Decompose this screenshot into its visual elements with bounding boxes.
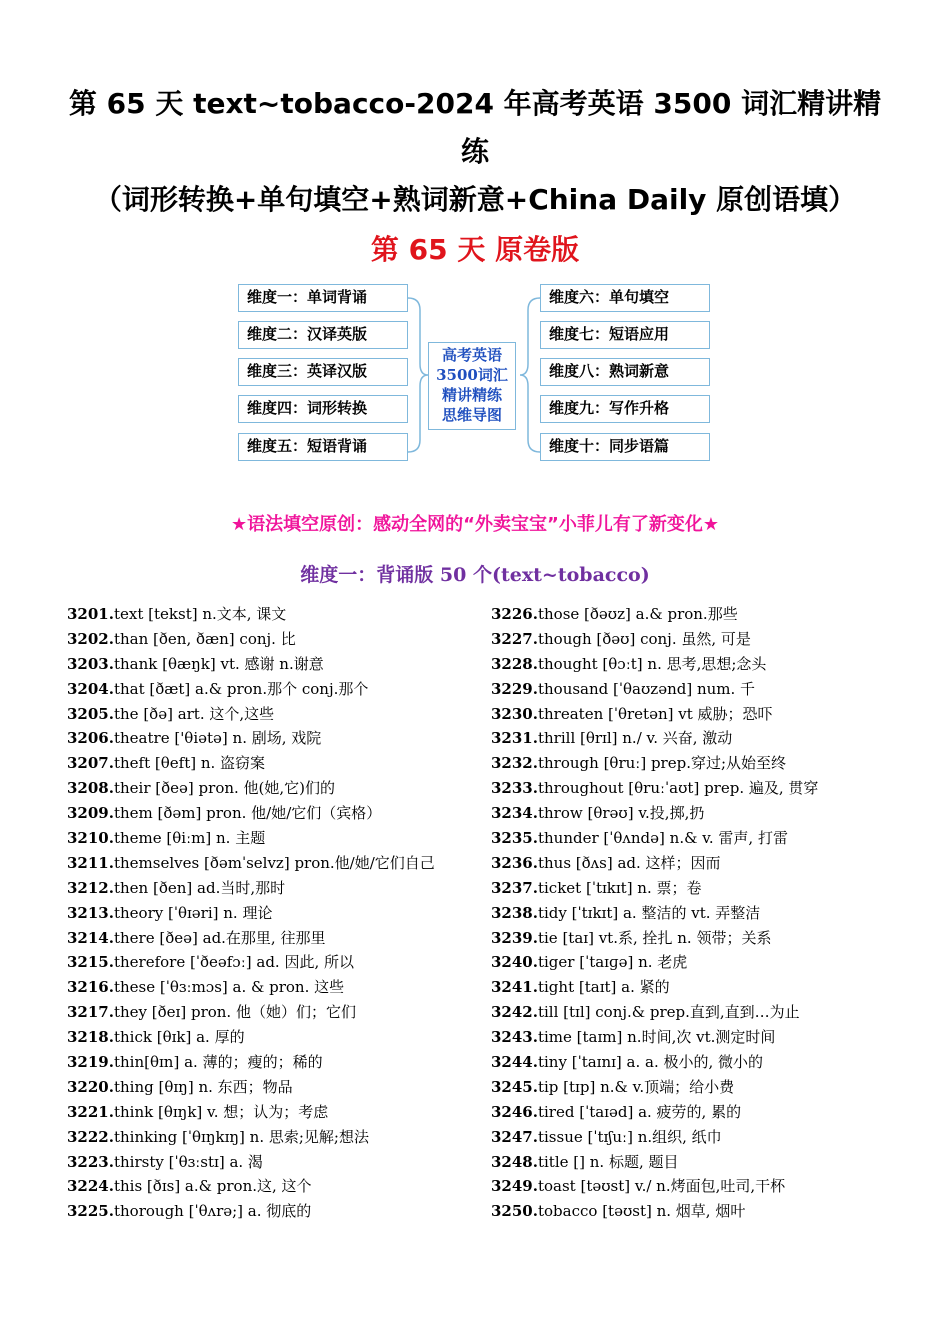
vocab-entry <box>67 1199 487 1224</box>
vocab-entry <box>67 801 487 826</box>
vocab-definition: their [ðeə] pron. 他(她,它)们的 <box>113 779 336 798</box>
vocab-entry <box>491 1199 911 1224</box>
vocab-definition: toast [təʊst] v./ n.烤面包,吐司,干杯 <box>537 1177 786 1196</box>
vocab-definition: theatre ['θiətə] n. 剧场, 戏院 <box>113 729 322 748</box>
vocab-definition: thought [θɔːt] n. 思考,思想;念头 <box>537 654 767 673</box>
vocab-entry <box>67 776 487 801</box>
vocab-entry <box>491 1150 911 1175</box>
vocab-number: 3213. <box>67 903 114 922</box>
vocab-number: 3235. <box>491 829 538 848</box>
vocab-definition: title [] n. 标题, 题目 <box>537 1152 679 1171</box>
vocab-number: 3232. <box>491 754 538 773</box>
vocab-definition: through [θruː] prep.穿过;从始至终 <box>537 754 787 773</box>
vocab-entry <box>491 677 911 702</box>
vocab-definition: them [ðəm] pron. 他/她/它们（宾格） <box>113 804 382 823</box>
vocab-definition: tidy [ˈtɪkɪt] a. 整洁的 vt. 弄整洁 <box>537 903 761 922</box>
center-line-2: 3500词汇 <box>436 366 508 384</box>
mindmap-node-dimension-6: 维度六：单句填空 <box>540 284 710 312</box>
vocab-definition: thin[θɪn] a. 薄的；瘦的；稀的 <box>113 1053 323 1072</box>
vocab-definition: throughout [θruːˈaʊt] prep. 遍及, 贯穿 <box>537 779 819 798</box>
vocab-definition: theory [ˈθɪəri] n. 理论 <box>113 903 273 922</box>
vocab-number: 3237. <box>491 878 538 897</box>
mindmap-node-dimension-9: 维度九：写作升格 <box>540 395 710 423</box>
vocab-definition: tissue [ˈtɪʃuː] n.组织, 纸巾 <box>537 1127 722 1146</box>
vocab-entry <box>491 1050 911 1075</box>
vocab-list-left <box>67 602 487 1224</box>
vocab-definition: till [tɪl] conj.& prep.直到,直到…为止 <box>537 1003 800 1022</box>
vocab-definition: theft [θeft] n. 盗窃案 <box>113 754 266 773</box>
vocab-number: 3209. <box>67 804 114 823</box>
title-line-1: 第 65 天 text~tobacco-2024 年高考英语 3500 词汇精讲精 <box>68 87 882 120</box>
vocab-definition: this [ðɪs] a.& pron.这, 这个 <box>113 1177 312 1196</box>
vocab-list-right <box>491 602 911 1224</box>
vocab-entry <box>67 1174 487 1199</box>
vocab-definition: thick [θɪk] a. 厚的 <box>113 1028 245 1047</box>
vocab-number: 3249. <box>491 1177 538 1196</box>
vocab-entry <box>67 751 487 776</box>
vocab-entry <box>491 1100 911 1125</box>
vocab-number: 3231. <box>491 729 538 748</box>
edition-title: 第 65 天 原卷版 <box>370 233 580 266</box>
vocab-definition: think [θɪŋk] v. 想；认为；考虑 <box>113 1102 329 1121</box>
vocab-definition: tired [ˈtaɪəd] a. 疲劳的, 累的 <box>537 1102 742 1121</box>
vocab-entry <box>491 702 911 727</box>
vocab-entry <box>491 801 911 826</box>
vocab-entry <box>67 901 487 926</box>
vocab-number: 3233. <box>491 779 538 798</box>
vocab-entry <box>67 726 487 751</box>
vocab-entry <box>491 1174 911 1199</box>
vocab-number: 3250. <box>491 1202 538 1221</box>
vocab-definition: thirsty [ˈθɜːstɪ] a. 渴 <box>113 1152 263 1171</box>
vocab-entry <box>67 826 487 851</box>
mindmap-center-node <box>428 342 516 430</box>
vocab-number: 3241. <box>491 978 538 997</box>
vocab-definition: tie [taɪ] vt.系, 拴扎 n. 领带；关系 <box>537 928 772 947</box>
vocab-definition: themselves [ðəmˈselvz] pron.他/她/它们自己 <box>113 853 435 872</box>
vocab-definition: there [ðeə] ad.在那里, 往那里 <box>113 928 326 947</box>
vocab-number: 3246. <box>491 1102 538 1121</box>
vocab-entry <box>491 975 911 1000</box>
vocab-number: 3202. <box>67 629 114 648</box>
vocab-entry <box>67 1025 487 1050</box>
vocab-entry <box>491 950 911 975</box>
vocab-definition: time [taɪm] n.时间,次 vt.测定时间 <box>537 1028 776 1047</box>
vocab-definition: tiny [ˈtaɪnɪ] a. a. 极小的, 微小的 <box>537 1053 764 1072</box>
vocab-entry <box>491 652 911 677</box>
vocab-definition: ticket [ˈtɪkɪt] n. 票；卷 <box>537 878 702 897</box>
vocab-entry <box>67 851 487 876</box>
vocab-definition: those [ðəʊz] a.& pron.那些 <box>537 605 738 623</box>
vocab-definition: tobacco [təʊst] n. 烟草, 烟叶 <box>537 1202 746 1221</box>
vocab-entry <box>491 776 911 801</box>
vocab-definition: the [ðə] art. 这个,这些 <box>113 704 275 723</box>
title-line-3: （词形转换+单句填空+熟词新意+China Daily 原创语填） <box>93 183 857 216</box>
vocab-entry <box>67 926 487 951</box>
vocab-entry <box>67 876 487 901</box>
vocab-entry <box>491 851 911 876</box>
vocab-number: 3247. <box>491 1127 538 1146</box>
vocab-entry <box>67 1050 487 1075</box>
mindmap-node-dimension-3: 维度三：英译汉版 <box>238 358 408 386</box>
vocab-definition: thinking [ˈθɪŋkɪŋ] n. 思索;见解;想法 <box>113 1127 369 1146</box>
vocab-number: 3219. <box>67 1053 114 1072</box>
vocab-definition: that [ðæt] a.& pron.那个 conj.那个 <box>113 679 369 698</box>
vocab-entry <box>491 1075 911 1100</box>
mindmap-node-dimension-8: 维度八：熟词新意 <box>540 358 710 386</box>
vocab-entry <box>491 627 911 652</box>
title-line-2: 练 <box>460 135 489 168</box>
vocab-entry <box>491 1125 911 1150</box>
vocab-entry <box>67 1125 487 1150</box>
vocab-number: 3218. <box>67 1028 114 1047</box>
vocab-number: 3210. <box>67 829 114 848</box>
vocab-definition: thorough [ˈθʌrə;] a. 彻底的 <box>113 1202 312 1221</box>
promo-heading: ★语法填空原创：感动全网的“外卖宝宝”小菲儿有了新变化★ <box>231 514 719 535</box>
vocab-entry <box>491 901 911 926</box>
section-heading: 维度一：背诵版 50 个(text~tobacco) <box>300 564 650 586</box>
vocab-number: 3206. <box>67 729 114 748</box>
vocab-number: 3236. <box>491 853 538 872</box>
vocab-number: 3227. <box>491 629 538 648</box>
vocab-number: 3226. <box>491 605 538 623</box>
vocab-number: 3228. <box>491 654 538 673</box>
vocab-entry <box>67 1075 487 1100</box>
vocab-number: 3230. <box>491 704 538 723</box>
center-line-4: 思维导图 <box>441 406 502 424</box>
vocab-entry <box>491 751 911 776</box>
vocab-number: 3229. <box>491 679 538 698</box>
vocab-definition: thrill [θrɪl] n./ v. 兴奋, 激动 <box>537 729 733 748</box>
vocab-number: 3244. <box>491 1053 538 1072</box>
center-line-3: 精讲精练 <box>441 386 502 404</box>
vocab-entry <box>67 1000 487 1025</box>
vocab-definition: thousand [ˈθaʊzənd] num. 千 <box>537 679 756 698</box>
vocab-number: 3225. <box>67 1202 114 1221</box>
vocab-entry <box>491 1025 911 1050</box>
vocab-entry <box>491 602 911 627</box>
vocab-number: 3212. <box>67 878 114 897</box>
vocab-entry <box>67 652 487 677</box>
vocab-definition: text [tekst] n.文本, 课文 <box>113 605 287 623</box>
vocab-entry <box>67 1150 487 1175</box>
vocab-number: 3217. <box>67 1003 114 1022</box>
vocab-definition: tight [taɪt] a. 紧的 <box>537 978 670 997</box>
vocab-definition: thunder [ˈθʌndə] n.& v. 雷声, 打雷 <box>537 829 788 848</box>
vocab-entry <box>491 926 911 951</box>
mindmap-node-dimension-7: 维度七：短语应用 <box>540 321 710 349</box>
vocab-entry <box>67 1100 487 1125</box>
mindmap-node-dimension-1: 维度一：单词背诵 <box>238 284 408 312</box>
vocab-number: 3222. <box>67 1127 114 1146</box>
center-line-1: 高考英语 <box>441 346 502 364</box>
vocab-number: 3243. <box>491 1028 538 1047</box>
vocab-number: 3240. <box>491 953 538 972</box>
vocab-definition: then [ðen] ad.当时,那时 <box>113 878 286 897</box>
vocab-number: 3203. <box>67 654 114 673</box>
vocab-number: 3248. <box>491 1152 538 1171</box>
vocab-number: 3205. <box>67 704 114 723</box>
vocab-entry <box>67 627 487 652</box>
vocab-definition: these [ˈθɜːmɔs] a. & pron. 这些 <box>113 978 345 997</box>
vocab-definition: tiger [ˈtaɪɡə] n. 老虎 <box>537 953 688 972</box>
vocab-entry <box>67 677 487 702</box>
mindmap-diagram <box>236 284 712 466</box>
vocab-entry <box>491 726 911 751</box>
vocab-entry <box>67 602 487 627</box>
vocab-number: 3215. <box>67 953 114 972</box>
vocab-number: 3224. <box>67 1177 114 1196</box>
vocab-number: 3220. <box>67 1077 114 1096</box>
vocab-entry <box>67 702 487 727</box>
vocab-number: 3201. <box>67 605 114 623</box>
vocab-definition: thus [ðʌs] ad. 这样；因而 <box>537 853 721 872</box>
document-title <box>60 80 890 224</box>
mindmap-node-dimension-4: 维度四：词形转换 <box>238 395 408 423</box>
vocab-definition: threaten [ˈθretən] vt 威胁；恐吓 <box>537 704 773 723</box>
vocab-number: 3238. <box>491 903 538 922</box>
vocab-definition: they [ðeɪ] pron. 他（她）们；它们 <box>113 1003 356 1022</box>
vocab-definition: than [ðen, ðæn] conj. 比 <box>113 629 296 648</box>
vocab-entry <box>491 876 911 901</box>
vocab-number: 3214. <box>67 928 114 947</box>
vocab-number: 3204. <box>67 679 114 698</box>
vocab-number: 3242. <box>491 1003 538 1022</box>
vocab-definition: therefore [ˈðeəfɔː] ad. 因此, 所以 <box>113 953 354 972</box>
vocab-definition: tip [tɪp] n.& v.顶端；给小费 <box>537 1077 735 1096</box>
vocab-entry <box>491 826 911 851</box>
mindmap-node-dimension-5: 维度五：短语背诵 <box>238 433 408 461</box>
vocab-definition: throw [θrəʊ] v.投,掷,扔 <box>537 804 705 823</box>
vocab-entry <box>67 950 487 975</box>
vocab-definition: thank [θæŋk] vt. 感谢 n.谢意 <box>113 654 324 673</box>
vocab-number: 3245. <box>491 1077 538 1096</box>
vocab-number: 3216. <box>67 978 114 997</box>
mindmap-node-dimension-2: 维度二：汉译英版 <box>238 321 408 349</box>
vocab-number: 3211. <box>67 853 114 872</box>
vocab-entry <box>67 975 487 1000</box>
vocab-entry <box>491 1000 911 1025</box>
vocab-definition: though [ðəʊ] conj. 虽然, 可是 <box>537 629 751 648</box>
vocab-number: 3239. <box>491 928 538 947</box>
vocab-number: 3208. <box>67 779 114 798</box>
vocab-number: 3223. <box>67 1152 114 1171</box>
vocab-number: 3221. <box>67 1102 114 1121</box>
vocab-definition: thing [θɪŋ] n. 东西；物品 <box>113 1077 293 1096</box>
vocab-definition: theme [θiːm] n. 主题 <box>113 829 266 848</box>
vocab-number: 3234. <box>491 804 538 823</box>
mindmap-node-dimension-10: 维度十：同步语篇 <box>540 433 710 461</box>
vocab-number: 3207. <box>67 754 114 773</box>
